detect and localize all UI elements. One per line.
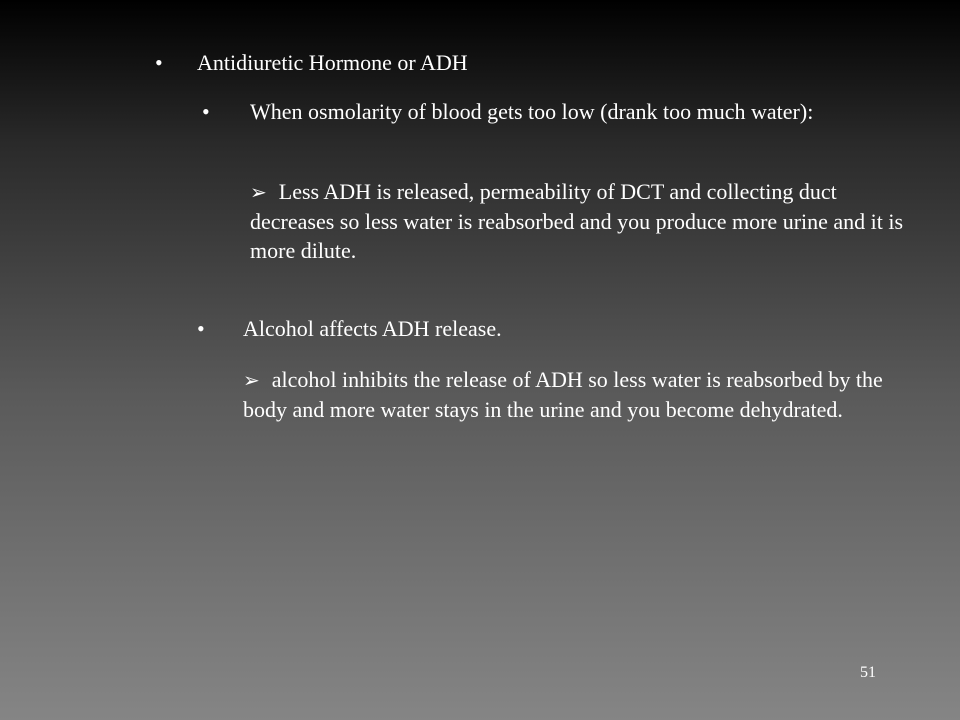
bullet-text: Alcohol affects ADH release. — [243, 316, 502, 341]
bullet-icon: • — [197, 316, 205, 341]
sub-item-less-adh — [250, 177, 920, 267]
page-number: 51 — [860, 664, 876, 681]
bullet-text: When osmolarity of blood gets too low (drank too much water): — [250, 99, 814, 124]
sub-item-label: alcohol inhibits the release of ADH so less water is reabsorbed by the body and more water stays in the urine and you become dehydrated. — [243, 367, 883, 422]
sub-item-text — [250, 177, 910, 265]
arrow-bullet-icon: ➢ — [243, 368, 260, 392]
sub-item-label: Less ADH is released, permeability of DCT and collecting duct decreases so less water is reabsorbed and you produce more urine and it is more dilute. — [250, 179, 904, 263]
sub-item-alcohol-inhibits — [243, 365, 923, 455]
bullet-item-alcohol — [197, 314, 877, 344]
bullet-item-adh — [155, 48, 855, 78]
bullet-item-osmolarity — [202, 97, 882, 157]
bullet-icon: • — [155, 50, 163, 75]
arrow-bullet-icon: ➢ — [250, 180, 267, 204]
bullet-text: Antidiuretic Hormone or ADH — [197, 50, 468, 75]
bullet-icon: • — [202, 99, 210, 124]
sub-item-text — [243, 365, 913, 424]
